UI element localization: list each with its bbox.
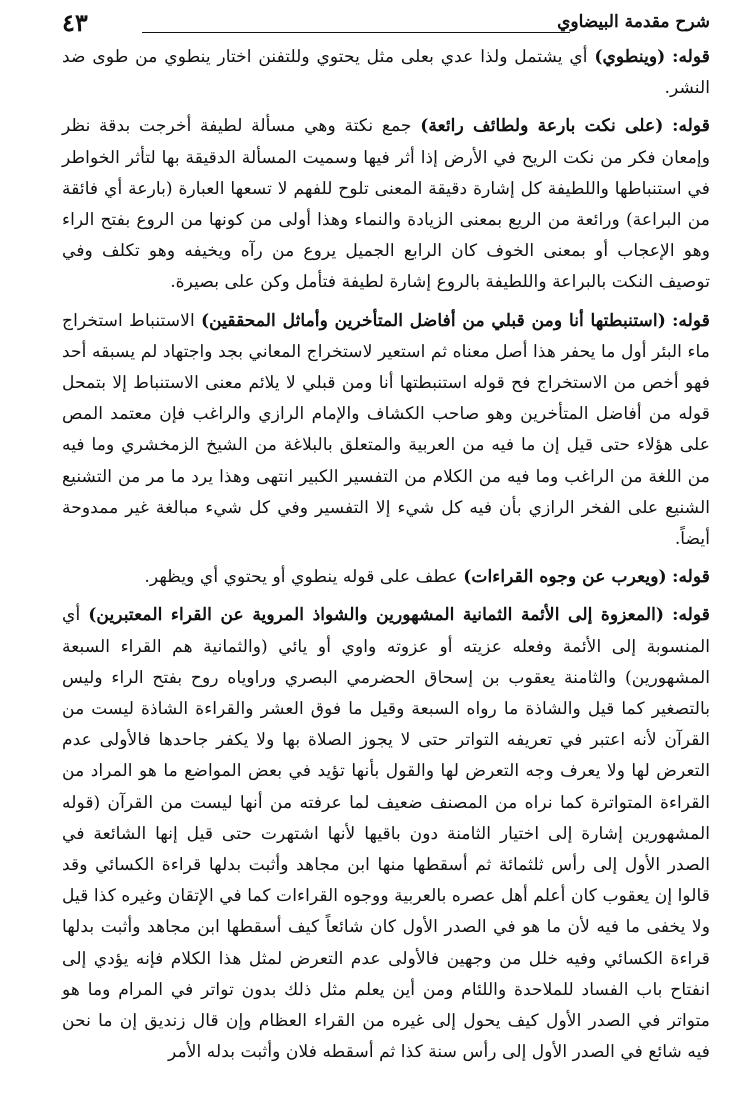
- qawluhu-marker: قوله:: [672, 116, 710, 137]
- qawluhu-marker: قوله:: [672, 567, 710, 588]
- commentary-text: الاستنباط استخراج ماء البئر أول ما يحفر هذا أصل معناه ثم استعير لاستخراج المعاني بجد واجتهاد لم يسبقه أحد فهو أخص من الاستخراج فح قوله استنبطتها أنا ومن قبلي لا يلائم معنى الاستنباط إلا بتمحل قوله من أفاضل المتأخرين وهو صاحب الكشاف والإمام الرازي والراغب فإن معتمد المص على هؤلاء حتى قيل إن ما فيه من العربية والمتعلق بالبلاغة من الشيخ الزمخشري وما فيه من اللغة من الراغب وما فيه من الكلام من التفسير الكبير انتهى وهذا يرد ما مر من التشنيع الشنيع على الفخر الرازي بأن فيه كل شيء إلا التفسير وفي كل شيء مبالغة غير ممدوحة أيضاً.: [62, 310, 710, 550]
- quoted-phrase: (المعزوة إلى الأئمة الثمانية المشهورين والشواذ المروية عن القراء المعتبرين): [88, 605, 665, 626]
- paragraph-1: [62, 42, 710, 104]
- paragraph-5: [62, 598, 710, 1068]
- document-page: [62, 0, 710, 1094]
- quoted-phrase: (استنبطتها أنا ومن قبلي من أفاضل المتأخرين وأماثل المحققين): [200, 310, 666, 331]
- paragraph-4: [62, 560, 710, 593]
- commentary-text: جمع نكتة وهي مسألة لطيفة أخرجت بدقة نظر وإمعان فكر من نكت الريح في الأرض إذا أثر فيها وسميت المسألة الدقيقة بها لتأثر الخواطر في استنباطها واللطيفة كل إشارة دقيقة المعنى تلوح للفهم لا تسعها العبارة (بارعة أي فائقة من البراعة) ورائعة من الريع بمعنى الزيادة والنماء وهذا أولى من كونها من الروع بفتح الراء وهو الإعجاب أو بمعنى الخوف كان الرابع الجميل يروع من رآه ويخيفه وهو تكلف وفي توصيف النكت بالبراعة واللطيفة بالروع إشارة لطيفة فتأمل وكن على بصيرة.: [62, 116, 710, 293]
- qawluhu-marker: قوله:: [672, 605, 710, 626]
- qawluhu-marker: قوله:: [672, 310, 710, 331]
- body-text: [62, 42, 710, 1074]
- quoted-phrase: (على نكت بارعة ولطائف رائعة): [420, 116, 664, 137]
- quoted-phrase: (وينطوي): [594, 47, 666, 67]
- quoted-phrase: (ويعرب عن وجوه القراءات): [463, 567, 667, 588]
- page-number: ٤٣: [62, 8, 88, 37]
- commentary-text: أي المنسوبة إلى الأئمة وفعله عزيته أو عزوته واوي أو يائي (والثمانية هم القراء السبعة المشهورين) والثامنة يعقوب بن إسحاق الحضرمي البصري وراوياه روح بفتح الراء وليس بالتصغير كما قيل والشاذة ما رواه السبعة وقيل ما فوق العشر والقراءة الشاذة ليست من القرآن لأنه اعتبر في تعريفه التواتر حتى لا يجوز الصلاة بها ولا يكفر جاحدها فالأولى عدم التعرض لها ولا يعرف وجه التعرض لها والقول بأنها تؤيد في بعض المواضع ما هو المراد من القراءة المتواترة كما نراه من المصنف ضعيف لما عرفته من أنها ليست من القرآن (قوله المشهورين إشارة إلى اختيار الثامنة دون باقيها لأنها اشتهرت حتى قيل إنها الشائعة في الصدر الأول إلى رأس ثلثمائة ثم أسقطها منها ابن مجاهد وأثبت بدلها قراءة الكسائي وقد قالوا إن يعقوب كان أعلم أهل عصره بالعربية ووجوه القراءات كما في الإتقان وغيره كذا قيل ولا يخفى ما فيه لأن ما هو في الصدر الأول كان شائعاً كيف أسقطها ابن مجاهد وأثبت بدلها قراءة الكسائي وفيه خلل من وجهين فالأولى عدم التعرض لمثل هذا الكلام فإنه يؤدي إلى انفتاح باب الفساد للملاحدة واللئام ومن أين يعلم مثل ذلك بدون تواتر في المرام وما هو متواتر في الصدر الأول كيف يحول إلى غيره من القراء العظام وإن قال زنديق إن ما نحن فيه شائع في الصدر الأول إلى رأس سنة كذا ثم أسقطه فلان وأثبت بدله الأمر: [62, 605, 710, 1063]
- page-header: [62, 10, 710, 40]
- commentary-text: عطف على قوله ينطوي أو يحتوي أي ويظهر.: [144, 567, 464, 588]
- paragraph-3: [62, 304, 710, 556]
- header-rule: [142, 32, 570, 33]
- paragraph-2: [62, 109, 710, 298]
- qawluhu-marker: قوله:: [672, 47, 710, 67]
- running-title: شرح مقدمة البيضاوي: [557, 12, 710, 32]
- commentary-text: أي يشتمل ولذا عدي بعلى مثل يحتوي وللتفنن اختار ينطوي من طوى ضد النشر.: [62, 47, 710, 99]
